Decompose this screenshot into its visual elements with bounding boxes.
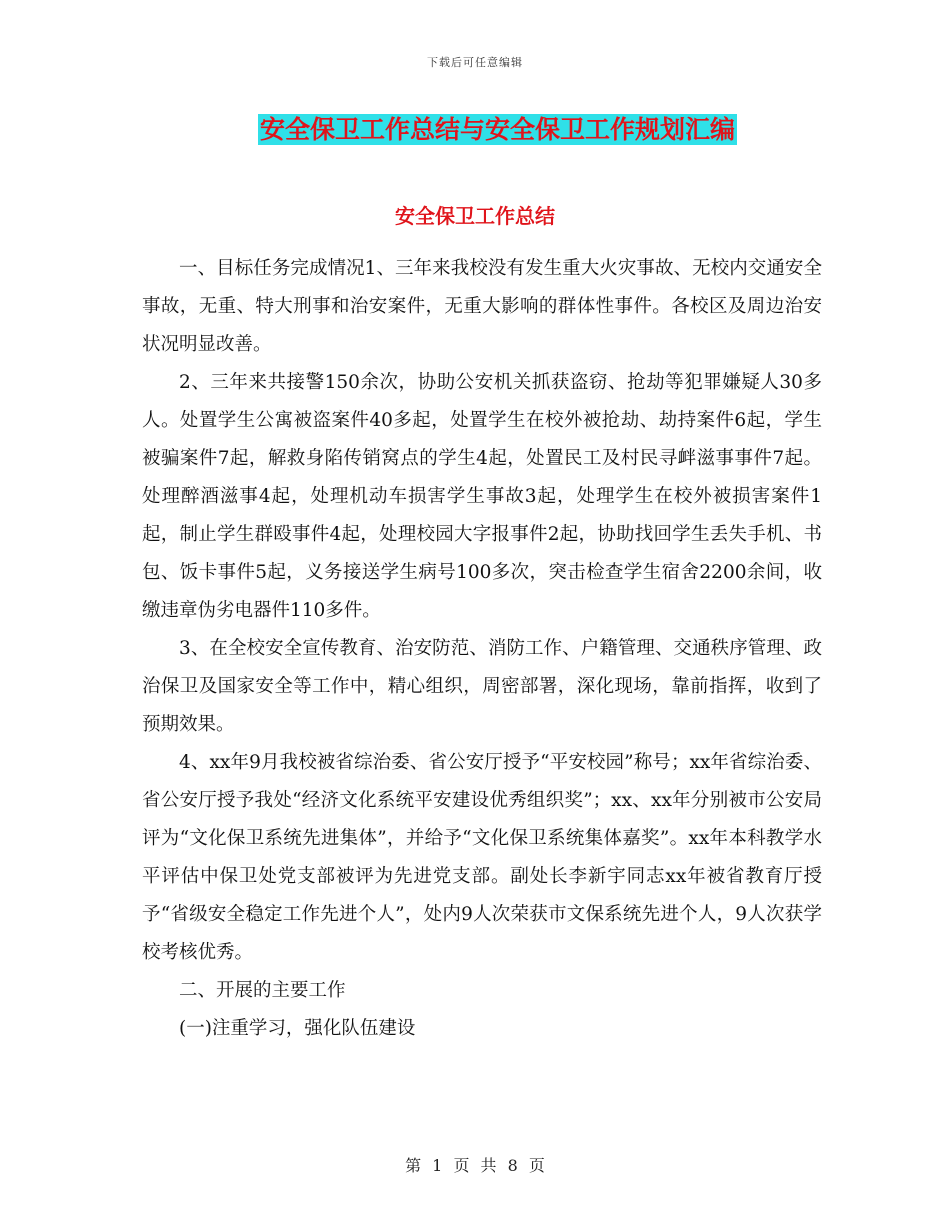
paragraph-work-areas: 3、在全校安全宣传教育、治安防范、消防工作、户籍管理、交通秩序管理、政治保卫及国家安全等工作中，精心组织，周密部署，深化现场，靠前指挥，收到了预期效果。 xyxy=(142,638,822,735)
paragraph-honors: 4、xx年9月我校被省综治委、省公安厅授予“平安校园”称号；xx年省综治委、省公安厅授予我处“经济文化系统平安建设优秀组织奖”；xx、xx年分别被市公安局评为“文化保卫系统先进集体”，并给予“文化保卫系统集体嘉奖”。xx年本科教学水平评估中保卫处党支部被评为先进党支部。副处长李新宇同志xx年被省教育厅授予“省级安全稳定工作先进个人”，处内9人次荣获市文保系统先进个人，9人次获学校考核优秀。 xyxy=(142,752,822,963)
paragraph-cases: 2、三年来共接警150余次，协助公安机关抓获盗窃、抢劫等犯罪嫌疑人30多人。处置学生公寓被盗案件40多起，处置学生在校外被抢劫、劫持案件6起，学生被骗案件7起，解救身陷传销窝点的学生4起，处置民工及村民寻衅滋事事件7起。处理醉酒滋事4起，处理机动车损害学生事故3起，处理学生在校外被损害案件1起，制止学生群殴事件4起，处理校园大字报事件2起，协助找回学生丢失手机、书包、饭卡事件5起，义务接送学生病号100多次，突击检查学生宿舍2200余间，收缴违章伪劣电器件110多件。 xyxy=(142,372,822,621)
section-title: 安全保卫工作总结 xyxy=(395,204,555,228)
document-title xyxy=(0,112,950,148)
paragraph-objectives: 一、目标任务完成情况1、三年来我校没有发生重大火灾事故、无校内交通安全事故，无重、特大刑事和治安案件，无重大影响的群体性事件。各校区及周边治安状况明显改善。 xyxy=(142,258,822,355)
page-footer: 第 1 页 共 8 页 xyxy=(405,1156,545,1175)
header-note: 下载后可任意编辑 xyxy=(427,56,523,69)
document-body xyxy=(142,250,822,1048)
document-title-text: 安全保卫工作总结与安全保卫工作规划汇编 xyxy=(259,115,735,144)
heading-team-building: (一)注重学习，强化队伍建设 xyxy=(179,1018,416,1039)
heading-main-work: 二、开展的主要工作 xyxy=(179,980,346,1001)
